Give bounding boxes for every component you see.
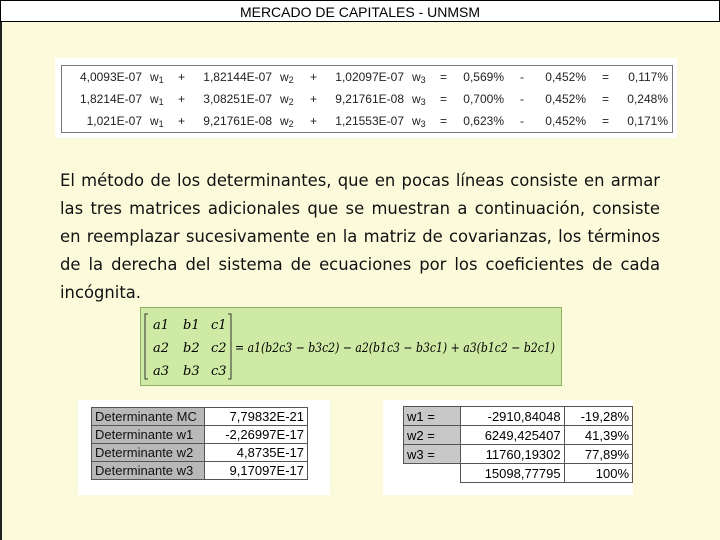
w-symbol: $w_3$ bbox=[412, 92, 426, 107]
coef-cell: 1,21553E-07 bbox=[335, 114, 404, 128]
matrix-cell: a2 bbox=[153, 341, 170, 356]
plus-sign: + bbox=[310, 70, 318, 84]
table-cell: 7,79832E-21 bbox=[205, 408, 308, 426]
equals-sign: = bbox=[440, 114, 448, 128]
rhs-cell: 0,452% bbox=[545, 92, 586, 106]
table-row bbox=[404, 426, 633, 445]
table-cell: w1 = bbox=[404, 407, 461, 426]
equation-row bbox=[62, 110, 672, 132]
coef-cell: 1,021E-07 bbox=[86, 114, 142, 128]
formula-expansion: = a1(b2c3 − b3c2) − a2(b1c3 − b3c1) + a3(b1c2 − b2c1) bbox=[235, 341, 555, 356]
equals-sign: = bbox=[602, 70, 610, 84]
determinants-table bbox=[91, 407, 308, 480]
rhs-cell: 0,623% bbox=[463, 114, 504, 128]
table-cell: Determinante MC bbox=[92, 408, 205, 426]
table-cell: 6249,425407 bbox=[461, 426, 565, 445]
result-cell: 0,248% bbox=[627, 92, 668, 106]
w-symbol: $w_2$ bbox=[280, 114, 294, 129]
equation-system-image bbox=[55, 58, 677, 138]
rhs-cell: 0,452% bbox=[545, 70, 586, 84]
determinant-formula-image bbox=[140, 307, 562, 386]
plus-sign: + bbox=[310, 114, 318, 128]
plus-sign: + bbox=[178, 92, 186, 106]
w-symbol: $w_1$ bbox=[150, 70, 164, 85]
table-cell: 77,89% bbox=[564, 445, 632, 464]
matrix-cell: a3 bbox=[153, 364, 170, 379]
equation-row bbox=[62, 66, 672, 88]
rhs-cell: 0,452% bbox=[545, 114, 586, 128]
table-row bbox=[92, 408, 308, 426]
equals-sign: = bbox=[602, 92, 610, 106]
table-cell: -19,28% bbox=[564, 407, 632, 426]
table-cell: 4,8735E-17 bbox=[205, 444, 308, 462]
equals-sign: = bbox=[602, 114, 610, 128]
body-paragraph: El método de los determinantes, que en pocas líneas consiste en armar las tres matrices adicionales que se muestran a continuación, consiste en reemplazar sucesivamente en la matriz de covarianzas, los términos de la derecha del sistema de ecuaciones por los coeficientes de cada incógnita. bbox=[60, 171, 660, 302]
coef-cell: 4,0093E-07 bbox=[79, 70, 142, 84]
weights-table bbox=[403, 406, 633, 483]
rhs-cell: 0,569% bbox=[463, 70, 504, 84]
table-row bbox=[92, 444, 308, 462]
w-symbol: $w_3$ bbox=[412, 114, 426, 129]
left-border bbox=[0, 22, 2, 540]
table-cell: Determinante w3 bbox=[92, 462, 205, 480]
weights-table-image bbox=[383, 400, 633, 495]
table-cell: w2 = bbox=[404, 426, 461, 445]
w-symbol: $w_2$ bbox=[280, 92, 294, 107]
determinants-table-image bbox=[78, 400, 330, 495]
table-cell: 15098,77795 bbox=[461, 464, 565, 483]
coef-cell: 1,02097E-07 bbox=[335, 70, 404, 84]
table-row bbox=[92, 426, 308, 444]
matrix-cell: b2 bbox=[183, 341, 200, 356]
w-symbol: $w_3$ bbox=[412, 70, 426, 85]
coef-cell: 3,08251E-07 bbox=[203, 92, 272, 106]
table-row bbox=[92, 462, 308, 480]
table-cell: 100% bbox=[564, 464, 632, 483]
matrix-cell: c2 bbox=[211, 341, 227, 356]
minus-sign: - bbox=[520, 114, 524, 128]
result-cell: 0,117% bbox=[628, 70, 668, 84]
coef-cell: 1,82144E-07 bbox=[203, 70, 272, 84]
table-cell: w3 = bbox=[404, 445, 461, 464]
w-symbol: $w_1$ bbox=[150, 92, 164, 107]
equation-system-frame bbox=[61, 65, 673, 133]
table-row bbox=[404, 464, 633, 483]
rhs-cell: 0,700% bbox=[463, 92, 504, 106]
coef-cell: 9,21761E-08 bbox=[203, 114, 272, 128]
matrix-cell: b1 bbox=[183, 318, 200, 333]
table-cell: Determinante w2 bbox=[92, 444, 205, 462]
equals-sign: = bbox=[440, 92, 448, 106]
table-cell: 9,17097E-17 bbox=[205, 462, 308, 480]
matrix-cell: c1 bbox=[211, 318, 227, 333]
equals-sign: = bbox=[440, 70, 448, 84]
w-symbol: $w_2$ bbox=[280, 70, 294, 85]
minus-sign: - bbox=[520, 92, 524, 106]
table-row bbox=[404, 407, 633, 426]
table-cell: 11760,19302 bbox=[461, 445, 565, 464]
plus-sign: + bbox=[310, 92, 318, 106]
result-cell: 0,171% bbox=[627, 114, 668, 128]
plus-sign: + bbox=[178, 114, 186, 128]
coef-cell: 9,21761E-08 bbox=[335, 92, 404, 106]
table-cell bbox=[404, 464, 461, 483]
minus-sign: - bbox=[520, 70, 524, 84]
plus-sign: + bbox=[178, 70, 186, 84]
table-cell: -2910,84048 bbox=[461, 407, 565, 426]
table-cell: 41,39% bbox=[564, 426, 632, 445]
matrix-cell: b3 bbox=[183, 364, 200, 379]
table-row bbox=[404, 445, 633, 464]
table-cell: Determinante w1 bbox=[92, 426, 205, 444]
equation-row bbox=[62, 88, 672, 110]
matrix-cell: c3 bbox=[211, 364, 227, 379]
w-symbol: $w_1$ bbox=[150, 114, 164, 129]
coef-cell: 1,8214E-07 bbox=[79, 92, 142, 106]
page-header: MERCADO DE CAPITALES - UNMSM bbox=[0, 0, 720, 22]
matrix-cell: a1 bbox=[153, 318, 170, 333]
table-cell: -2,26997E-17 bbox=[205, 426, 308, 444]
